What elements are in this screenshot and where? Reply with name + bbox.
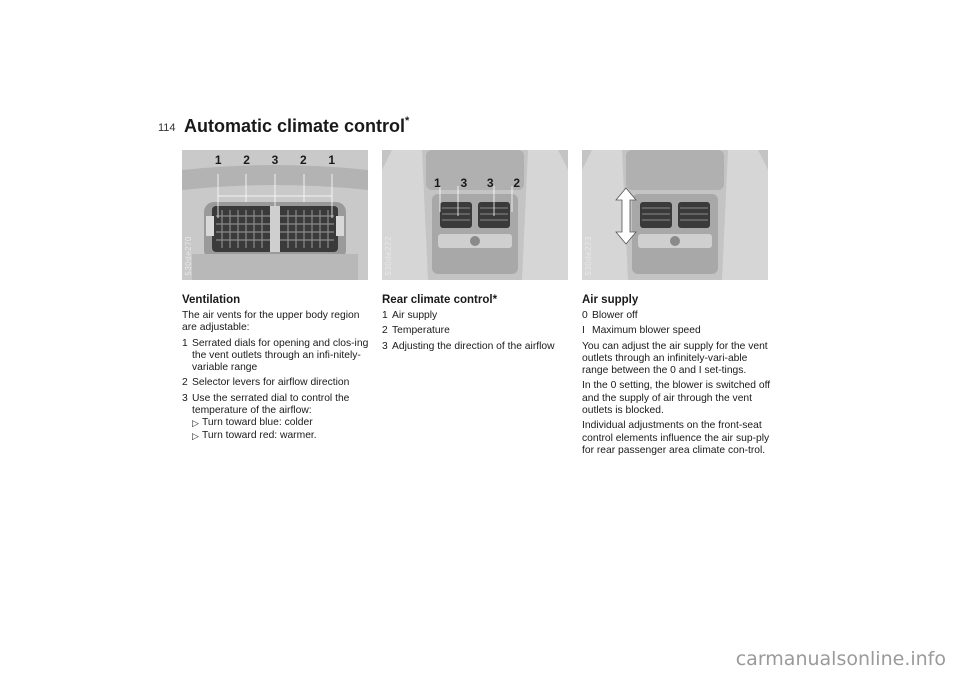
page-number: 114 <box>158 122 176 134</box>
figure-code: 530de270 <box>184 236 193 276</box>
callout-label: 2 <box>513 176 520 190</box>
section-heading: Air supply <box>582 294 639 306</box>
callout-label: 1 <box>434 176 441 190</box>
callout-label: 1 <box>328 153 336 167</box>
list-item: I Maximum blower speed <box>582 325 701 337</box>
callout-label: 3 <box>486 176 494 190</box>
list-item: 1 Serrated dials for opening and clos-ing the vent outlets through an infi-nitely-variable range <box>182 337 369 374</box>
list-item: 3 Adjusting the direction of the airflow <box>382 340 555 352</box>
list-item: 2 Selector levers for airflow direction <box>182 377 350 389</box>
watermark-footer: carmanualsonline.info <box>735 648 946 670</box>
page-title: Automatic climate control* <box>184 115 410 136</box>
paragraph: In the 0 setting, the blower is switched off and the supply of air through the vent outlets is blocked. <box>582 380 771 417</box>
callout-label: 1 <box>214 153 222 167</box>
rear-vents-photo <box>382 150 568 280</box>
front-vents-photo <box>182 150 368 280</box>
section-heading: Rear climate control* <box>382 294 498 306</box>
arrow-icon: ▷ <box>192 418 199 429</box>
callout-label: 3 <box>271 153 279 167</box>
section-heading: Ventilation <box>182 294 241 306</box>
list-item: 2 Temperature <box>382 325 450 337</box>
air-supply-photo <box>582 150 768 280</box>
figure-code: 530de273 <box>584 236 593 276</box>
ventilation-section <box>182 294 374 442</box>
paragraph: Individual adjustments on the front-seat control elements influence the air sup-ply for rear passenger area climate con-trol. <box>582 420 770 456</box>
callout-label: 2 <box>243 153 250 167</box>
figure-code: 530de272 <box>384 236 393 276</box>
list-item: 0 Blower off <box>582 310 638 321</box>
callout-label: 2 <box>300 153 307 167</box>
arrow-icon: ▷ <box>192 430 199 441</box>
optional-star: * <box>405 115 410 127</box>
sub-item: ▷ Turn toward blue: colder <box>192 417 313 429</box>
paragraph: You can adjust the air supply for the vent outlets through an infinitely-vari-able range between the 0 and I set-tings. <box>582 340 768 377</box>
rear-climate-section <box>382 294 574 356</box>
list-item: 3 Use the serrated dial to control the temperature of the airflow: <box>182 392 350 417</box>
callout-label: 3 <box>460 176 468 190</box>
air-supply-section <box>582 294 774 460</box>
list-item: 1 Air supply <box>382 310 438 321</box>
intro-text: The air vents for the upper body region are adjustable: <box>182 310 360 334</box>
sub-item: ▷ Turn toward red: warmer. <box>192 429 317 441</box>
